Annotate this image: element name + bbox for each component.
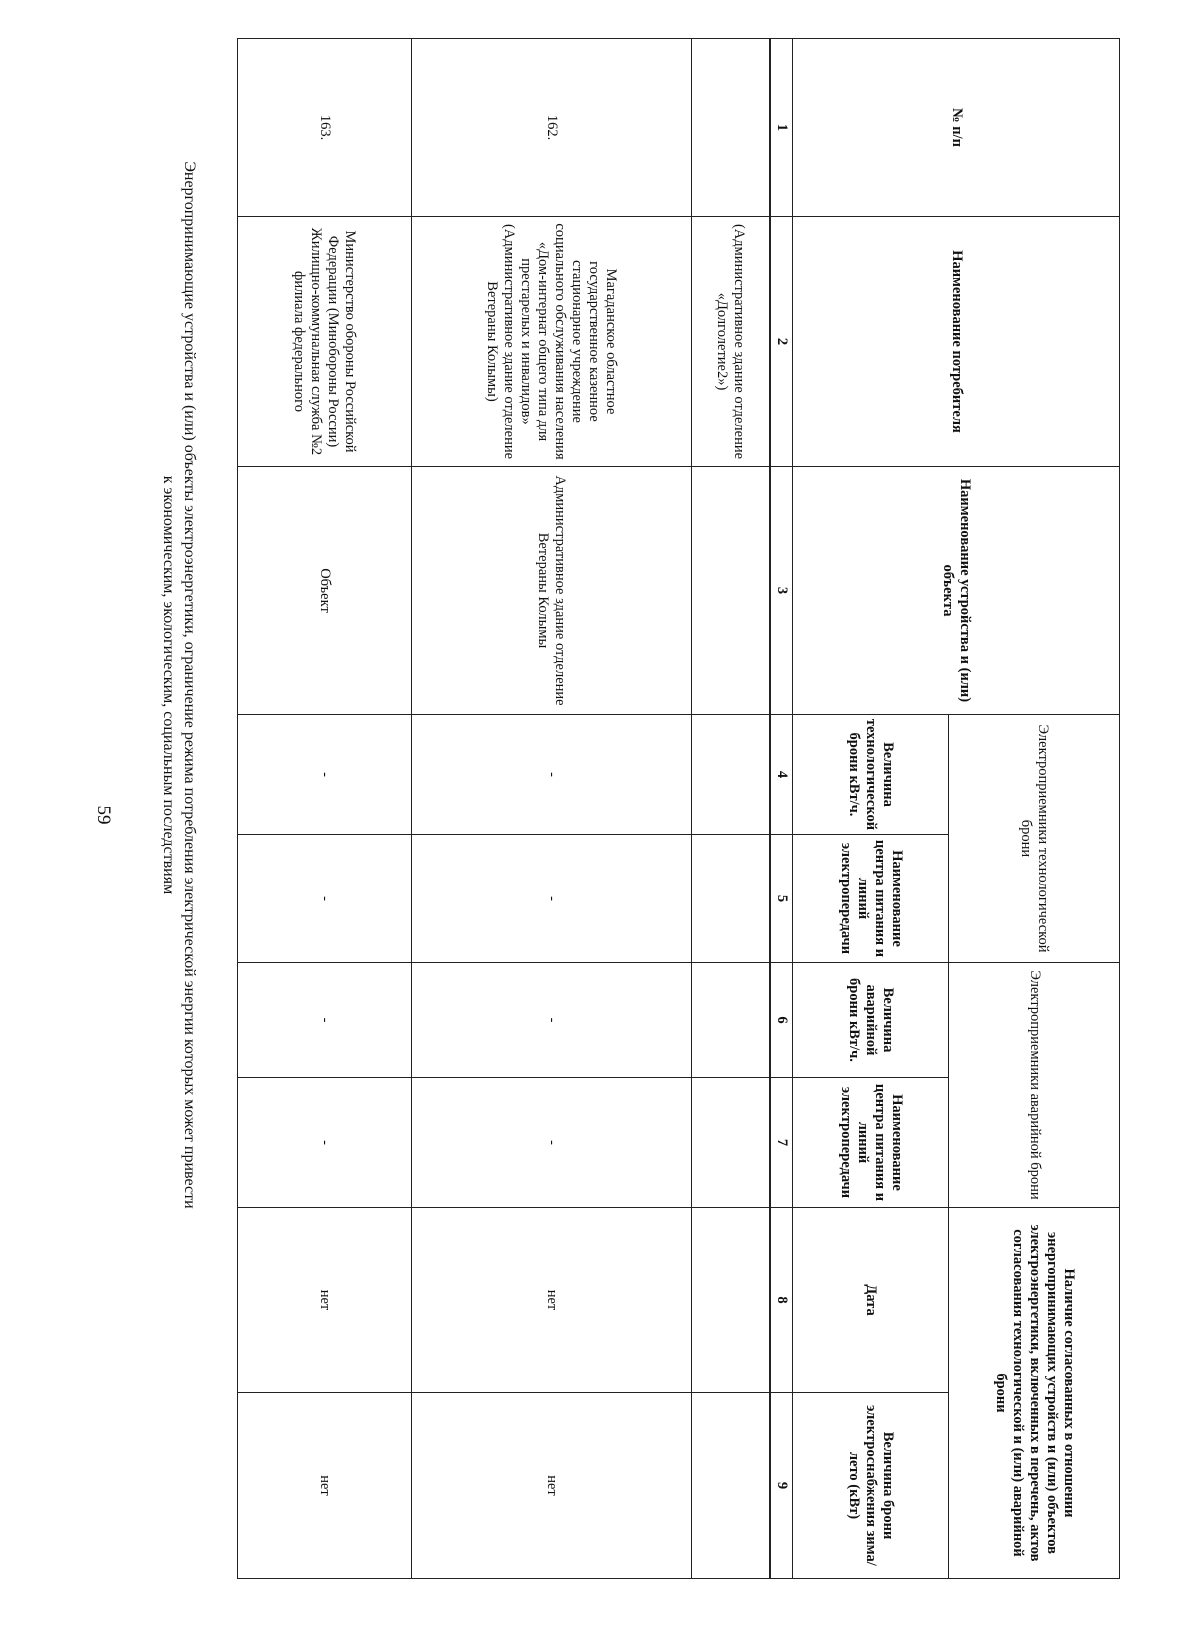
header-consumer: Наименование потребителя: [793, 217, 1120, 467]
cell-value: [692, 1393, 770, 1579]
cell-tech-center: -: [412, 835, 692, 963]
cell-device: Объект: [238, 467, 412, 715]
header-emer-group: Электроприемники аварийной брони: [949, 963, 1120, 1208]
column-number: 7: [771, 1078, 793, 1208]
cell-emer-center: [692, 1078, 770, 1208]
cell-tech-center: -: [238, 835, 412, 963]
cell-tech-center: [692, 835, 770, 963]
cell-emer-center: -: [238, 1078, 412, 1208]
cell-emer-value: -: [412, 963, 692, 1078]
cell-date: нет: [412, 1208, 692, 1393]
header-tech-group: Электроприемники технологической брони: [949, 715, 1120, 963]
cell-num: 162.: [412, 39, 692, 217]
cell-device: [692, 467, 770, 715]
cell-value: нет: [238, 1393, 412, 1579]
cell-emer-value: [692, 963, 770, 1078]
cell-tech-value: [692, 715, 770, 835]
header-emer-value: Величина аварийной брони кВт/ч.: [793, 963, 949, 1078]
page-number: 59: [93, 805, 114, 825]
column-number: 6: [771, 963, 793, 1078]
column-number: 5: [771, 835, 793, 963]
table-row-163: [238, 39, 412, 1579]
cell-emer-value: -: [238, 963, 412, 1078]
column-numbers-row: [771, 39, 793, 1579]
header-tech-value: Величина технологической брони кВт/ч.: [793, 715, 949, 835]
table-row-162: [412, 39, 692, 1579]
column-number: 8: [771, 1208, 793, 1393]
cell-emer-center: -: [412, 1078, 692, 1208]
column-number: 2: [771, 217, 793, 467]
header-device: Наименование устройства и (или) объекта: [793, 467, 1120, 715]
header-emer-center: Наименование центра питания и линий электропередачи: [793, 1078, 949, 1208]
header-acts-value: Величина брони электроснабжения зима/лето (кВт): [793, 1393, 949, 1579]
document-title: Энергопринимающие устройства и (или) объекты электроэнергетики, ограничение режима потребления электрической энергии которых может привести к экономическим, экологическим, социальным последствиям: [160, 161, 198, 1209]
table-row-cont: [692, 39, 770, 1579]
cell-value: нет: [412, 1393, 692, 1579]
header-acts-group: Наличие согласованных в отношении энергопринимающих устройств и (или) объектов электроэнергетики, включенных в перечень, актов согласования технологической и (или) аварийной брони: [949, 1208, 1120, 1579]
column-number: 3: [771, 467, 793, 715]
cell-consumer: Министерство обороны Российской Федерации (Минобороны России) Жилищно-коммунальная служба №2 филиала федерального: [238, 217, 412, 467]
cell-date: [692, 1208, 770, 1393]
consumers-table-header: [770, 38, 1120, 1579]
cell-date: нет: [238, 1208, 412, 1393]
header-num: № п/п: [793, 39, 1120, 217]
cell-consumer: Магаданское областное государственное казенное стационарное учреждение социального обслуживания населения «Дом-интернат общего типа для престарелых и инвалидов» (Административное здание отделение Ветераны Колымы): [412, 217, 692, 467]
column-number: 9: [771, 1393, 793, 1579]
column-number: 4: [771, 715, 793, 835]
cell-device: Административное здание отделение Ветераны Колымы: [412, 467, 692, 715]
header-tech-center: Наименование центра питания и линий электропередачи: [793, 835, 949, 963]
cell-tech-value: -: [238, 715, 412, 835]
cell-num: [692, 39, 770, 217]
column-number: 1: [771, 39, 793, 217]
consumers-table: [237, 38, 770, 1579]
cell-num: 163.: [238, 39, 412, 217]
header-acts-date: Дата: [793, 1208, 949, 1393]
cell-tech-value: -: [412, 715, 692, 835]
header-row-group: [949, 39, 1120, 1579]
cell-consumer: (Административное здание отделение «Долголетие2»): [692, 217, 770, 467]
